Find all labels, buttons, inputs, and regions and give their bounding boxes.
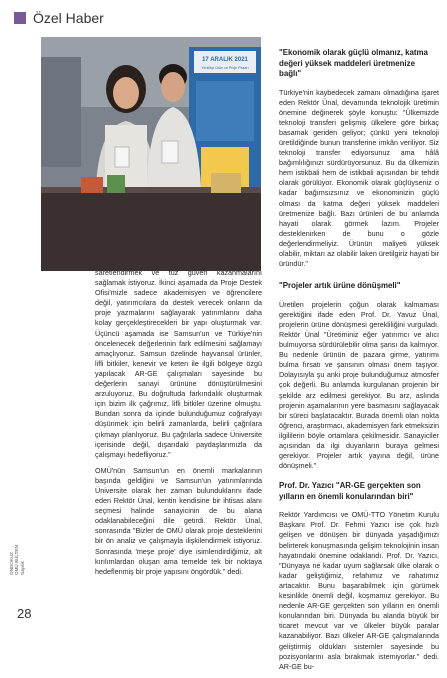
left-column bbox=[95, 268, 262, 583]
photo-illustration bbox=[41, 37, 261, 271]
sidebar-text bbox=[9, 495, 25, 575]
section-header bbox=[14, 9, 104, 27]
subheading: "Projeler artık ürüne dönüşmeli" bbox=[279, 281, 401, 291]
section-title: Özel Haber bbox=[33, 10, 104, 26]
subheading: Prof. Dr. Yazıcı "AR-GE gerçekten son yılların en önemli konularından biri" bbox=[279, 481, 421, 501]
right-column bbox=[279, 48, 439, 678]
section-marker bbox=[14, 12, 26, 24]
paragraph: saretlendirmek ve tüz güven kazanmalarını sağlamak istiyoruz. İkinci aşamada da Proje Destek Ofisi'mizle sadece akademisyen ve öğrencilere değil, yatırımcılara da destek verecek onların da proje yazmalarını sağlayarak yatırımlarını daha kolay gerçekleştirecekleri bir yapı oluşturmak var. Üçüncü aşamada ise Samsun'un ve Türkiye'nin öncelenecek değerlerinin fark edilmesini sağlamayı amaçlıyoruz. Samsun özelinde hayvansal ürünler, lifli bitkiler, kenevir ve keten ile ilgili bölgeye özgü yapılacak AR-GE çalışmaları sayesinde bu değerlerin sanayi ürününe dönüştürülmesini arzuluyoruz. Bu doğrultuda farkındalık oluşturmak için bizim ilk çağrımız, lifli bitkiler üzerine olmuştu. Bundan sonra da içinde bulunduğumuz coğrafyayı düşünmek için belirli zamanlarda, belirli çağrılara çıkmayı planlıyoruz. Bu çağrılarla sadece Üniversite içerisinde değil, dışarıdaki paydaşlarımızla da çalışmayı hedefliyoruz." bbox=[95, 268, 262, 459]
sidebar-line: Sayılık bbox=[19, 561, 25, 575]
paragraph: Üretilen projelerin çoğun olarak kalmaması gerektiğini ifade eden Prof. Dr. Yavuz Ünal, projelerin ürüne dönüşmesi gerekliliğini vurguladı. Rektör Ünal "Üretiminiz eğer yatırımcı ve alıcı bulmuyorsa sürdürülebilir olma şansı da kalmıyor. Bu nedenle ürünün de pazara girme, yatırımı bulma fırsatı ve şansının olması önem taşıyor. Dolayısıyla şu anki proje bulunduğumuz atmosfer çok değerli. Bu anlamda kurgulanan projenin bir şekilde arz edilmesi gerekiyor. Bu arz, aslında projenin aşamalarının yere basmasını sağlayacak bir süreci başlatacaktır. Burada önemli olan nokta öğrenci, araştırmacı, akademisyen fark etmeksizin ilgililerin böyle ortamlara çekilmesidir. Sanayiciler açısından da ilgi duyanların buraya gelmesi gerekiyor. Projeler artık yayına değil, ürüne dönüşmeli." bbox=[279, 299, 439, 471]
sidebar-line: ONDOKUZ bbox=[9, 552, 14, 575]
paragraph: Türkiye'nin kaybedecek zamanı olmadığına işaret eden Rektör Ünal, devamında teknolojik üretimin önemine değinerek şöyle konuştu: "Ülkemizde teknoloji transferi gelişmiş ülkelere göre birkaç basamak geriden geliyor; çünkü yeni teknoloji üretildiğinde bunun transferine imkân veriliyor. Siz teknoloji transfer ediyorsunuz ama hâlâ bağımlılığınızı sürdürüyorsunuz. Bu da ülkemizin hem istikbali hem de istikbali açısından bir tehdit olarak görülüyor. Ekonomik olarak güçlüyseniz o kadar bağımsızsınız ve ekonominizin güçlü olması da katma değeri yüksek maddeleri üretmenize bağlı. Bazı ürünleri de bu anlamda hayati olarak görmek lazım. Projeler desteklenirken de bunu o gözle değerlendirmeliyiz. Ürünün maliyeti yüksek olabilir, miktarı az olabilir laken üretilgiriz hayati bir üründür." bbox=[279, 87, 439, 269]
paragraph: Rektör Yardımcısı ve OMÜ-TTO Yönetim Kurulu Başkanı Prof. Dr. Fehmi Yazıcı ise çok hızlı gelişen ve dönüşen bir dünyada yaşadığımızı belirterek konuşmasında gelişim teknolojinin insan hayatındaki önemine odaklandı. Prof. Dr. Yazıcı, "Dünyaya ne kadar uyum sağlarsak ülke olarak o kadar geliştiğimiz, refahımız ve rahatımız artacaktır. Bunu başarabilmek için gürümek kesinlikle önemli değil, koşmamız gerekiyor. Bu nedenle AR-GE gerçekten son yılların en önemli konularından biri. Dünyada bu alanda büyük bir ticaret mevcut var ve ülkeler büyük paralar kazanabiliyor. Bazı ülkeler AR-GE çalışmalarında geliştirmiş oldukları sistemler sayesinde bu pozisyonlarını asla bırakmak istemiyorlar." dedi. AR-GE bu- bbox=[279, 510, 439, 671]
sidebar-line: OMÜ BÜLTEN bbox=[14, 545, 20, 575]
news-photo bbox=[41, 37, 261, 271]
page-number: 28 bbox=[17, 606, 32, 621]
banner-date: 17 ARALIK 2021 bbox=[202, 57, 248, 63]
publication-sidebar bbox=[9, 495, 27, 575]
subheading: "Ekonomik olarak güçlü olmanız, katma değeri yüksek maddeleri üretmenize bağlı" bbox=[279, 48, 428, 78]
paragraph: OMÜ'nün Samsun'un en önemli markalarının başında geldiğini ve Samsun'un yatırımlarında Üniversite olarak her zaman bulunduklarını ifade eden Rektör Ünal, kentin kendisine bir ihtisas alanı seçmesi halinde sanayicinin de bu alana odaklanabileceğini dile getirdi. Rektör Ünal, sonrasında "Bizler de OMÜ olarak proje desteklerini bir ön analiz ve çalışmayla ilişkilendirmek istiyoruz. Sonrasında 'meşe proje' diye isimlendirdiğimiz, alt kırılımlardan oluşan ama temelde tek bir noktaya hedeflenmiş bir proje yapısını öngördük." dedi. bbox=[95, 465, 262, 576]
banner-subtext: Yenilikçi Ürün ve Proje Pazarı bbox=[201, 66, 249, 70]
